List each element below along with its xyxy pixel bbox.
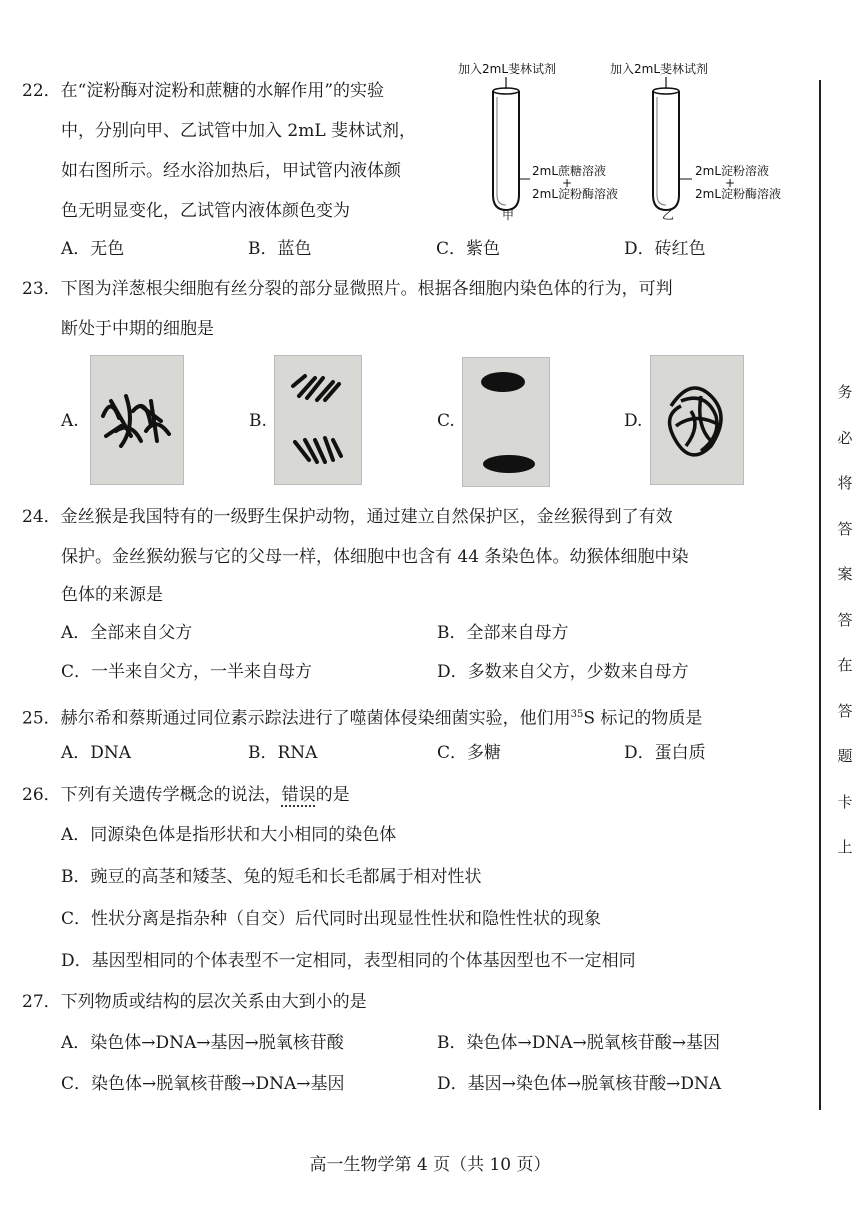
side-char: 答	[837, 610, 853, 629]
q24-line-3: 色体的来源是	[61, 585, 163, 605]
q27-line: 27．下列物质或结构的层次关系由大到小的是	[22, 992, 367, 1012]
tube-b-content-2: 2mL淀粉酶溶液	[695, 187, 782, 201]
q27-option-c: C．染色体→脱氧核苷酸→DNA→基因	[61, 1074, 345, 1094]
q22-option-b: B．蓝色	[248, 239, 312, 259]
tube-b-icon	[653, 88, 692, 210]
q24-line-1: 24．金丝猴是我国特有的一级野生保护动物，通过建立自然保护区，金丝猴得到了有效	[22, 507, 673, 527]
side-char: 务	[837, 383, 853, 401]
q25-line-pre: 25．赫尔希和蔡斯通过同位素示踪法进行了噬菌体侵染细菌实验，他们用	[22, 708, 571, 729]
micrograph-b	[274, 355, 362, 485]
isotope-mass: 35	[570, 709, 584, 720]
q26-line-pre: 26．下列有关遗传学概念的说法，	[22, 785, 282, 805]
tube-b-label: 乙	[662, 208, 675, 222]
tube-b-plus: +	[725, 176, 736, 190]
micrograph-a	[90, 355, 184, 485]
margin-rule	[819, 80, 821, 1110]
side-char: 答	[837, 701, 853, 720]
page-footer: 高一生物学第 4 页（共 10 页）	[309, 1155, 551, 1175]
q22-option-a: A．无色	[61, 239, 125, 259]
q23-line-2: 断处于中期的细胞是	[61, 319, 214, 339]
q26-option-a: A．同源染色体是指形状和大小相同的染色体	[61, 825, 397, 845]
q26-line	[22, 784, 350, 806]
q25-line-post: S 标记的物质是	[583, 708, 703, 729]
q24-option-b: B．全部来自母方	[437, 623, 569, 643]
tube-b-top-label: 加入2mL斐林试剂	[610, 62, 709, 76]
q23-option-c: C.	[437, 411, 455, 431]
q23-option-b: B.	[249, 411, 267, 431]
q22-line-3: 如右图所示。经水浴加热后，甲试管内液体颜	[61, 161, 401, 181]
q27-option-b: B．染色体→DNA→脱氧核苷酸→基因	[437, 1033, 721, 1053]
test-tube-figure	[440, 55, 810, 225]
side-char: 上	[837, 838, 853, 856]
q24-option-a: A．全部来自父方	[61, 623, 193, 643]
q25-option-a: A．DNA	[61, 743, 132, 763]
tube-a-label: 甲	[502, 208, 515, 222]
side-char: 将	[837, 474, 853, 492]
side-note	[835, 370, 855, 871]
q23-option-d: D.	[624, 411, 643, 431]
tube-a-content-1: 2mL蔗糖溶液	[532, 164, 607, 178]
side-char: 案	[837, 565, 853, 583]
q25-option-d: D．蛋白质	[624, 743, 706, 763]
q27-option-d: D．基因→染色体→脱氧核苷酸→DNA	[437, 1074, 722, 1094]
q27-option-a: A．染色体→DNA→基因→脱氧核苷酸	[61, 1033, 344, 1053]
q25-line	[22, 704, 702, 730]
micrograph-c	[462, 357, 550, 487]
q22-option-d: D．砖红色	[624, 239, 706, 259]
tube-a-icon	[493, 88, 530, 210]
q26-option-b: B．豌豆的高茎和矮茎、兔的短毛和长毛都属于相对性状	[61, 867, 482, 887]
q22-line-2: 中，分别向甲、乙试管中加入 2mL 斐林试剂，	[61, 121, 417, 141]
q23-line-1: 23．下图为洋葱根尖细胞有丝分裂的部分显微照片。根据各细胞内染色体的行为，可判	[22, 279, 673, 299]
q24-line-2: 保护。金丝猴幼猴与它的父母一样，体细胞中也含有 44 条染色体。幼猴体细胞中染	[61, 547, 689, 567]
side-char: 必	[837, 428, 853, 447]
q26-line-post: 的是	[315, 785, 350, 805]
q26-option-c: C．性状分离是指杂种（自交）后代同时出现显性性状和隐性性状的现象	[61, 909, 602, 929]
q26-emphasis: 错误	[281, 785, 316, 805]
q22-line-1: 22．在“淀粉酶对淀粉和蔗糖的水解作用”的实验	[22, 81, 385, 101]
q24-option-c: C．一半来自父方，一半来自母方	[61, 662, 313, 682]
tube-b-content-1: 2mL淀粉溶液	[695, 164, 770, 178]
q26-option-d: D．基因型相同的个体表型不一定相同，表型相同的个体基因型也不一定相同	[61, 951, 636, 971]
q22-line-4: 色无明显变化，乙试管内液体颜色变为	[61, 201, 350, 221]
side-char: 在	[837, 656, 853, 674]
q22-option-c: C．紫色	[436, 239, 501, 259]
tube-a-content-2: 2mL淀粉酶溶液	[532, 187, 619, 201]
side-char: 题	[837, 747, 853, 765]
tube-a-plus: +	[562, 176, 573, 190]
q25-option-b: B．RNA	[248, 743, 318, 763]
q25-option-c: C．多糖	[437, 743, 502, 763]
side-char: 答	[837, 519, 853, 538]
q24-option-d: D．多数来自父方，少数来自母方	[437, 662, 689, 682]
micrograph-d	[650, 355, 744, 485]
tube-a-top-label: 加入2mL斐林试剂	[458, 62, 557, 76]
side-char: 卡	[837, 792, 853, 811]
q23-option-a: A.	[61, 411, 79, 431]
